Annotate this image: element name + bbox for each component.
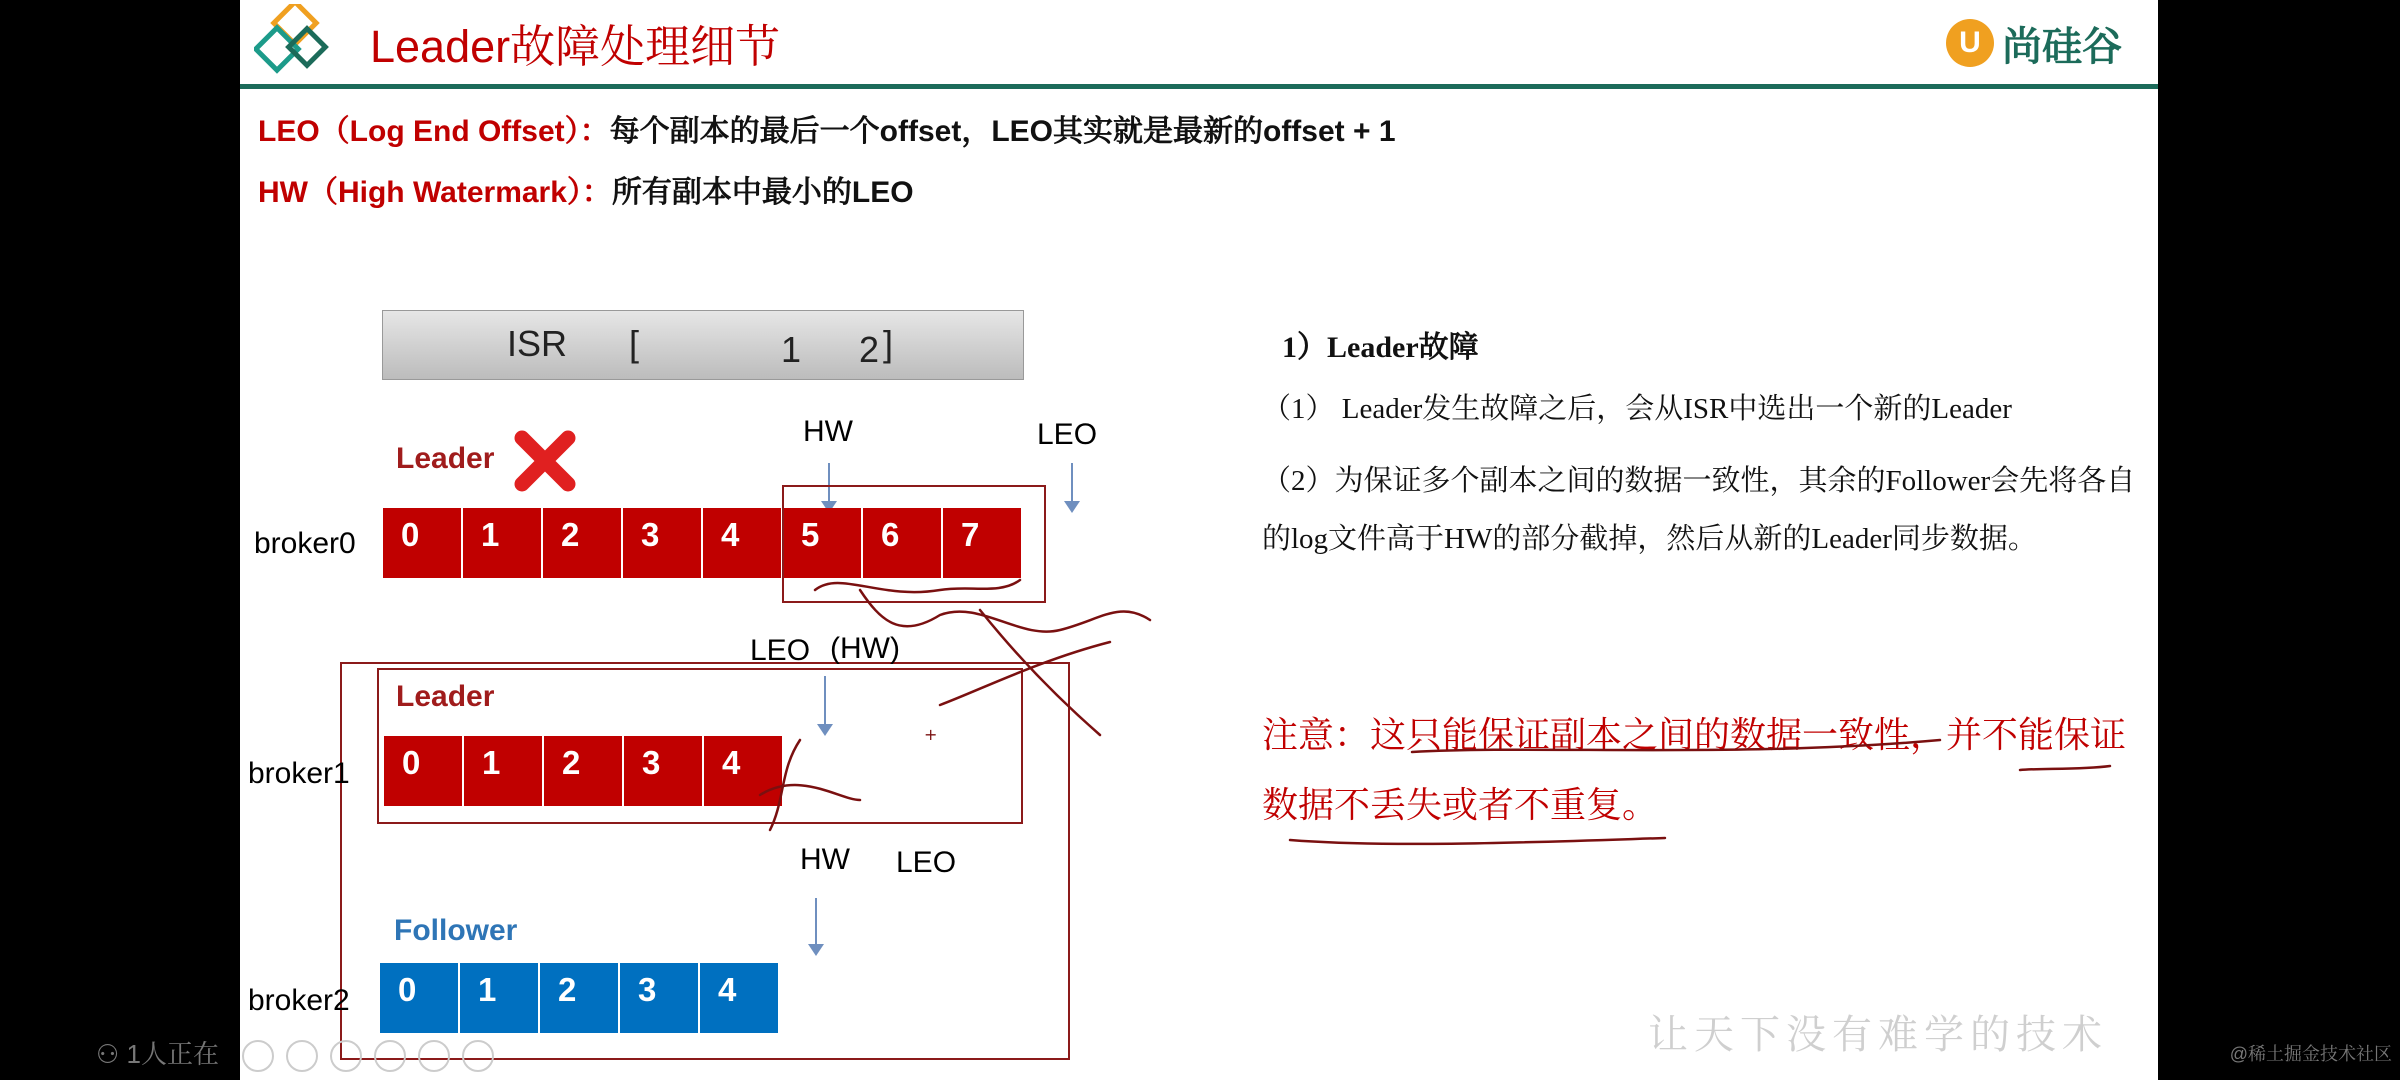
next-icon[interactable] (286, 1040, 318, 1072)
more-icon[interactable] (462, 1040, 494, 1072)
isr-bracket-open: [ (629, 323, 640, 364)
brand-name: 尚硅谷 (2002, 23, 2122, 70)
users-icon: ⚇ (96, 1039, 127, 1069)
leo-label: LEO (750, 634, 811, 667)
log-cell: 1 (463, 508, 541, 578)
log-cell: 4 (703, 508, 781, 578)
log-cell: 7 (943, 508, 1021, 578)
zoom-icon[interactable] (418, 1040, 450, 1072)
log-cell: 1 (464, 736, 542, 806)
broker1-role-label: Leader (396, 680, 495, 713)
explain-paragraph-2: （2）为保证多个副本之间的数据一致性，其余的Follower会先将各自的log文件高于HW的部分截掉，然后从新的Leader同步数据。 (1262, 465, 2136, 555)
svg-text:+: + (924, 725, 938, 744)
log-cell: 3 (624, 736, 702, 806)
log-cell: 2 (544, 736, 622, 806)
definition-term: LEO（Log End Offset）： (258, 115, 610, 148)
definition-desc: 所有副本中最小的LEO (611, 176, 914, 209)
log-cell: 3 (623, 508, 701, 578)
log-cell: 1 (460, 963, 538, 1033)
log-cell: 5 (783, 508, 861, 578)
log-cell: 0 (383, 508, 461, 578)
viewer-count-text: 1人正在 (126, 1039, 220, 1069)
broker0-role-label: Leader (396, 442, 495, 475)
log-cell: 6 (863, 508, 941, 578)
definition-desc: 每个副本的最后一个offset，LEO其实就是最新的offset + 1 (609, 115, 1396, 148)
slide-title: Leader故障处理细节 (370, 21, 781, 72)
log-cell: 2 (543, 508, 621, 578)
log-cell: 3 (620, 963, 698, 1033)
slogan-watermark: 让天下没有难学的技术 (1648, 1012, 2108, 1058)
explain-heading: 1）Leader故障 (1282, 331, 1479, 364)
leo-label: LEO (1037, 418, 1098, 451)
log-cell: 0 (380, 963, 458, 1033)
hw-label: (HW) (830, 632, 900, 665)
player-controls (242, 1040, 494, 1072)
leo-label: LEO (896, 846, 957, 879)
broker1-name: broker1 (248, 757, 350, 790)
isr-replica: 1 (781, 329, 802, 370)
site-watermark: @稀土掘金技术社区 (2229, 1044, 2392, 1064)
log-cell: 2 (540, 963, 618, 1033)
hw-label: HW (803, 415, 853, 448)
broker0-name: broker0 (254, 527, 356, 560)
log-cell: 0 (384, 736, 462, 806)
isr-bracket-close: ] (883, 323, 894, 364)
viewer-count (96, 1034, 219, 1071)
pen-annotations (240, 0, 2158, 1080)
explain-paragraph-1: （1） Leader发生故障之后，会从ISR中选出一个新的Leader (1262, 393, 2012, 425)
log-cell: 4 (704, 736, 782, 806)
definition-term: HW（High Watermark）： (258, 176, 612, 209)
prev-icon[interactable] (242, 1040, 274, 1072)
brand-mark-icon: U (1946, 19, 1994, 67)
explain-note: 注意：这只能保证副本之间的数据一致性，并不能保证数据不丢失或者不重复。 (1262, 715, 2127, 825)
isr-replica: 2 (859, 329, 880, 370)
isr-label: ISR (507, 323, 568, 364)
broker2-name: broker2 (248, 984, 350, 1017)
hw-label: HW (800, 843, 850, 876)
pen-icon[interactable] (330, 1040, 362, 1072)
grid-icon[interactable] (374, 1040, 406, 1072)
broker2-role-label: Follower (394, 914, 518, 947)
log-cell: 4 (700, 963, 778, 1033)
slide (240, 0, 2158, 1080)
